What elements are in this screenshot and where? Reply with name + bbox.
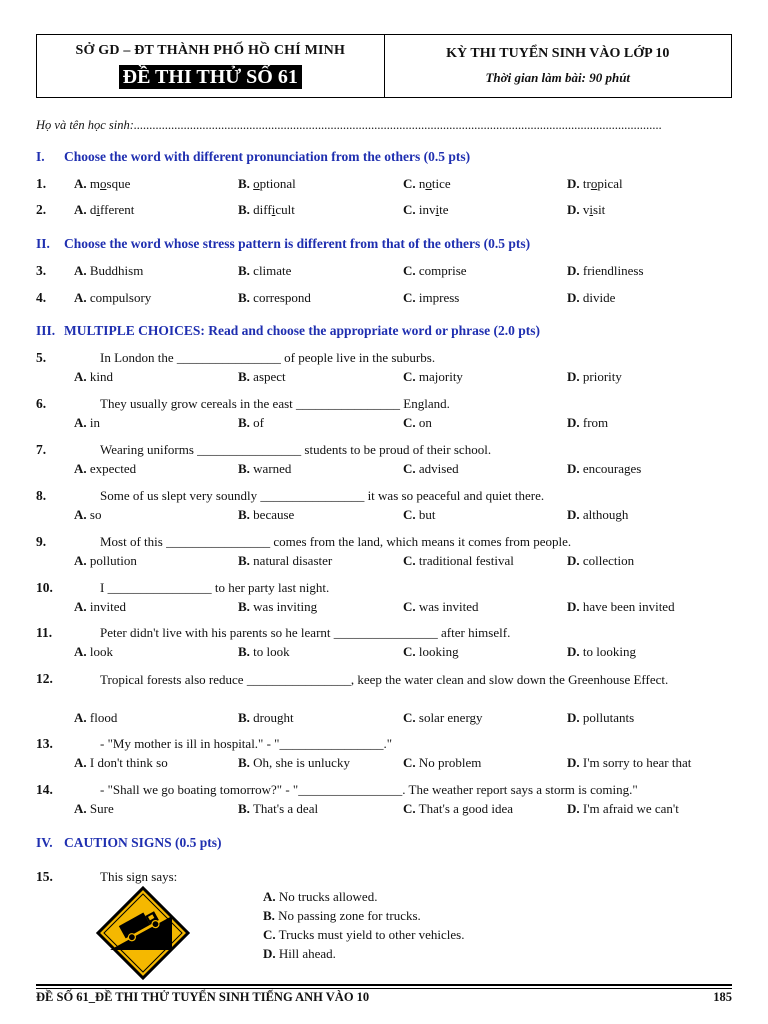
- question-9-options: [36, 552, 732, 570]
- student-name-line: Họ và tên học sinh:.........................................................................................................................................................................: [36, 118, 663, 132]
- question-7-stem-row: [36, 441, 732, 459]
- q15-option-b[interactable]: B. No passing zone for trucks.: [263, 908, 421, 923]
- option-c[interactable]: C. That's a good idea: [403, 801, 514, 816]
- question-stem: - "Shall we go boating tomorrow?" - "________________. The weather report says a storm is coming.": [100, 782, 638, 797]
- question-number: 11.: [36, 625, 53, 640]
- question-stem: This sign says:: [100, 869, 178, 884]
- truck-hill-caution-sign: [96, 886, 190, 980]
- question-number: 13.: [36, 736, 53, 751]
- question-number: 4.: [36, 290, 47, 305]
- question-12-options: [36, 709, 732, 727]
- option-d[interactable]: D. priority: [567, 369, 622, 384]
- exam-name: KỲ THI TUYỂN SINH VÀO LỚP 10: [446, 46, 670, 61]
- option-c[interactable]: C. comprise: [403, 263, 467, 278]
- question-6-options: [36, 414, 732, 432]
- section-4-heading: [36, 835, 222, 851]
- section-number: II.: [36, 236, 50, 251]
- option-d[interactable]: D. although: [567, 507, 629, 522]
- footer-rule: [36, 984, 732, 986]
- question-stem: Wearing uniforms ________________ students to be proud of their school.: [100, 442, 492, 457]
- option-d[interactable]: D. divide: [567, 290, 616, 305]
- option-b[interactable]: B. Oh, she is unlucky: [238, 755, 350, 770]
- option-b[interactable]: B. difficult: [238, 202, 295, 217]
- question-12-stem-row: [36, 670, 732, 708]
- question-1: [36, 175, 732, 193]
- option-b[interactable]: B. aspect: [238, 369, 286, 384]
- question-number: 15.: [36, 869, 53, 884]
- option-a[interactable]: A. expected: [74, 461, 137, 476]
- option-a[interactable]: A. in: [74, 415, 101, 430]
- question-14-options: [36, 800, 732, 818]
- section-1-heading: [36, 149, 470, 165]
- question-13-options: [36, 754, 732, 772]
- option-b[interactable]: B. was inviting: [238, 599, 318, 614]
- option-c[interactable]: C. but: [403, 507, 436, 522]
- option-a[interactable]: A. Sure: [74, 801, 114, 816]
- option-c[interactable]: C. impress: [403, 290, 460, 305]
- option-c[interactable]: C. traditional festival: [403, 553, 514, 568]
- option-b[interactable]: B. correspond: [238, 290, 311, 305]
- exam-header: [36, 34, 732, 98]
- option-b[interactable]: B. climate: [238, 263, 292, 278]
- option-d[interactable]: D. collection: [567, 553, 635, 568]
- option-d[interactable]: D. from: [567, 415, 609, 430]
- section-title: CAUTION SIGNS (0.5 pts): [64, 835, 222, 850]
- question-stem: Tropical forests also reduce ________________, keep the water clean and slow down the Greenhouse Effect.: [100, 672, 669, 687]
- option-d[interactable]: D. visit: [567, 202, 606, 217]
- footer-title: ĐỀ SỐ 61_ĐỀ THI THỬ TUYỂN SINH TIẾNG ANH VÀO 10: [36, 990, 370, 1004]
- section-2-heading: [36, 236, 530, 252]
- section-title: Choose the word whose stress pattern is different from that of the others (0.5 pts): [64, 236, 531, 251]
- question-number: 14.: [36, 782, 53, 797]
- header-left: [37, 35, 385, 97]
- q15-option-c[interactable]: C. Trucks must yield to other vehicles.: [263, 927, 465, 942]
- option-c[interactable]: C. notice: [403, 176, 451, 191]
- question-number: 5.: [36, 350, 47, 365]
- question-number: 7.: [36, 442, 47, 457]
- option-c[interactable]: C. on: [403, 415, 432, 430]
- question-stem: In London the ________________ of people live in the suburbs.: [100, 350, 436, 365]
- option-d[interactable]: D. pollutants: [567, 710, 635, 725]
- question-14-stem-row: [36, 781, 732, 799]
- option-a[interactable]: A. compulsory: [74, 290, 152, 305]
- option-c[interactable]: C. majority: [403, 369, 463, 384]
- option-b[interactable]: B. optional: [238, 176, 296, 191]
- question-number: 3.: [36, 263, 47, 278]
- option-b[interactable]: B. because: [238, 507, 295, 522]
- question-5-stem-row: [36, 349, 732, 367]
- option-b[interactable]: B. drought: [238, 710, 294, 725]
- option-c[interactable]: C. looking: [403, 644, 459, 659]
- q15-option-d[interactable]: D. Hill ahead.: [263, 946, 336, 961]
- option-a[interactable]: A. flood: [74, 710, 118, 725]
- option-d[interactable]: D. I'm sorry to hear that: [567, 755, 692, 770]
- option-a[interactable]: A. I don't think so: [74, 755, 168, 770]
- question-8-options: [36, 506, 732, 524]
- question-15-stem-row: [36, 868, 732, 886]
- option-c[interactable]: C. invite: [403, 202, 449, 217]
- option-a[interactable]: A. mosque: [74, 176, 131, 191]
- question-8-stem-row: [36, 487, 732, 505]
- option-a[interactable]: A. so: [74, 507, 102, 522]
- option-b[interactable]: B. That's a deal: [238, 801, 319, 816]
- page-footer: [36, 990, 732, 1005]
- question-10-stem-row: [36, 579, 732, 597]
- question-3: [36, 262, 732, 280]
- question-9-stem-row: [36, 533, 732, 551]
- option-d[interactable]: D. to looking: [567, 644, 636, 659]
- department-name: SỞ GD – ĐT THÀNH PHỐ HỒ CHÍ MINH: [75, 43, 346, 58]
- section-3-heading: [36, 323, 540, 339]
- question-10-options: [36, 598, 732, 616]
- question-number: 12.: [36, 671, 53, 686]
- option-a[interactable]: A. kind: [74, 369, 114, 384]
- header-right: [385, 35, 732, 97]
- question-number: 2.: [36, 202, 47, 217]
- question-stem: - "My mother is ill in hospital." - "________________.": [100, 736, 393, 751]
- question-11-options: [36, 643, 732, 661]
- question-stem: They usually grow cereals in the east ________________ England.: [100, 396, 450, 411]
- option-c[interactable]: C. No problem: [403, 755, 482, 770]
- section-number: IV.: [36, 835, 53, 850]
- section-number: I.: [36, 149, 45, 164]
- question-stem: Most of this ________________ comes from the land, which means it comes from people.: [100, 534, 572, 549]
- question-number: 9.: [36, 534, 47, 549]
- question-number: 10.: [36, 580, 53, 595]
- option-d[interactable]: D. friendliness: [567, 263, 644, 278]
- exam-time: Thời gian làm bài: 90 phút: [485, 70, 631, 85]
- question-6-stem-row: [36, 395, 732, 413]
- question-5-options: [36, 368, 732, 386]
- option-c[interactable]: C. solar energy: [403, 710, 483, 725]
- option-a[interactable]: A. different: [74, 202, 135, 217]
- option-d[interactable]: D. tropical: [567, 176, 623, 191]
- footer-rule-thin: [36, 988, 732, 989]
- question-number: 1.: [36, 176, 47, 191]
- question-stem: Some of us slept very soundly ________________ it was so peaceful and quiet there.: [100, 488, 545, 503]
- option-b[interactable]: B. of: [238, 415, 265, 430]
- question-stem: Peter didn't live with his parents so he learnt ________________ after himself.: [100, 625, 511, 640]
- option-c[interactable]: C. was invited: [403, 599, 479, 614]
- page-number: 185: [713, 990, 732, 1004]
- section-title: MULTIPLE CHOICES: Read and choose the appropriate word or phrase (2.0 pts): [64, 323, 541, 338]
- option-d[interactable]: D. encourages: [567, 461, 642, 476]
- section-number: III.: [36, 323, 56, 338]
- option-a[interactable]: A. Buddhism: [74, 263, 144, 278]
- section-title: Choose the word with different pronunciation from the others (0.5 pts): [64, 149, 471, 164]
- option-b[interactable]: B. natural disaster: [238, 553, 333, 568]
- option-d[interactable]: D. I'm afraid we can't: [567, 801, 679, 816]
- option-b[interactable]: B. to look: [238, 644, 290, 659]
- option-a[interactable]: A. invited: [74, 599, 126, 614]
- q15-option-a[interactable]: A. No trucks allowed.: [263, 889, 378, 904]
- option-d[interactable]: D. have been invited: [567, 599, 675, 614]
- question-2: [36, 201, 732, 219]
- exam-title: ĐỀ THI THỬ SỐ 61: [119, 65, 302, 89]
- option-a[interactable]: A. look: [74, 644, 114, 659]
- question-number: 6.: [36, 396, 47, 411]
- option-c[interactable]: C. advised: [403, 461, 459, 476]
- question-7-options: [36, 460, 732, 478]
- question-4: [36, 289, 732, 307]
- option-a[interactable]: A. pollution: [74, 553, 137, 568]
- question-11-stem-row: [36, 624, 732, 642]
- question-13-stem-row: [36, 735, 732, 753]
- option-b[interactable]: B. warned: [238, 461, 292, 476]
- question-number: 8.: [36, 488, 47, 503]
- question-stem: I ________________ to her party last night.: [100, 580, 330, 595]
